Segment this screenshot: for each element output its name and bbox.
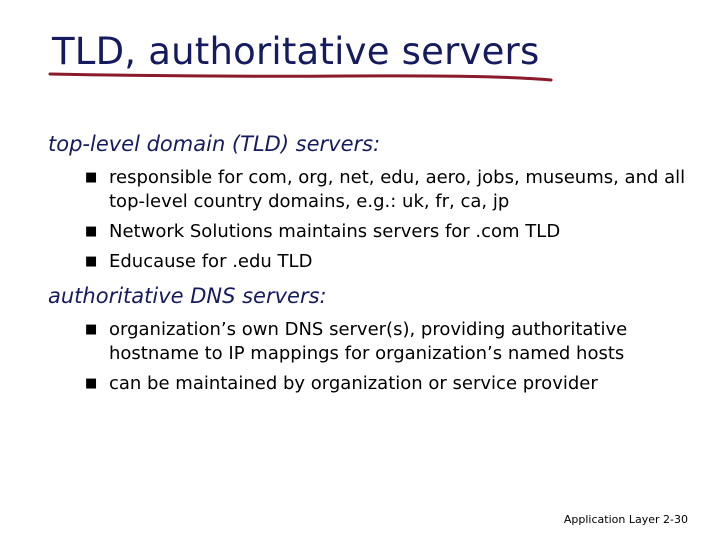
section-heading-authoritative: authoritative DNS servers:	[48, 284, 327, 308]
list-item	[85, 220, 709, 244]
title-underline	[48, 66, 554, 84]
authoritative-bullet-list	[85, 318, 709, 402]
list-item	[85, 318, 709, 366]
square-bullet-icon: ■	[85, 376, 98, 391]
footer-label: Application Layer	[563, 513, 660, 526]
bullet-text: organization’s own DNS server(s), providing authoritative hostname to IP mappings for organization’s named hosts	[109, 319, 628, 364]
slide-title: TLD, authoritative servers	[52, 30, 540, 73]
list-item	[85, 250, 709, 274]
list-item	[85, 166, 709, 214]
bullet-text: can be maintained by organization or service provider	[109, 373, 598, 394]
bullet-text: Network Solutions maintains servers for .com TLD	[109, 221, 561, 242]
page-number: 2-30	[663, 513, 688, 526]
square-bullet-icon: ■	[85, 170, 98, 185]
list-item	[85, 372, 709, 396]
tld-bullet-list	[85, 166, 709, 280]
square-bullet-icon: ■	[85, 322, 98, 337]
slide-footer	[564, 513, 688, 526]
bullet-text: Educause for .edu TLD	[109, 251, 313, 272]
section-heading-tld: top-level domain (TLD) servers:	[48, 132, 381, 156]
bullet-text: responsible for com, org, net, edu, aero, jobs, museums, and all top-level country domains, e.g.: uk, fr, ca, jp	[109, 167, 686, 212]
square-bullet-icon: ■	[85, 254, 98, 269]
square-bullet-icon: ■	[85, 224, 98, 239]
